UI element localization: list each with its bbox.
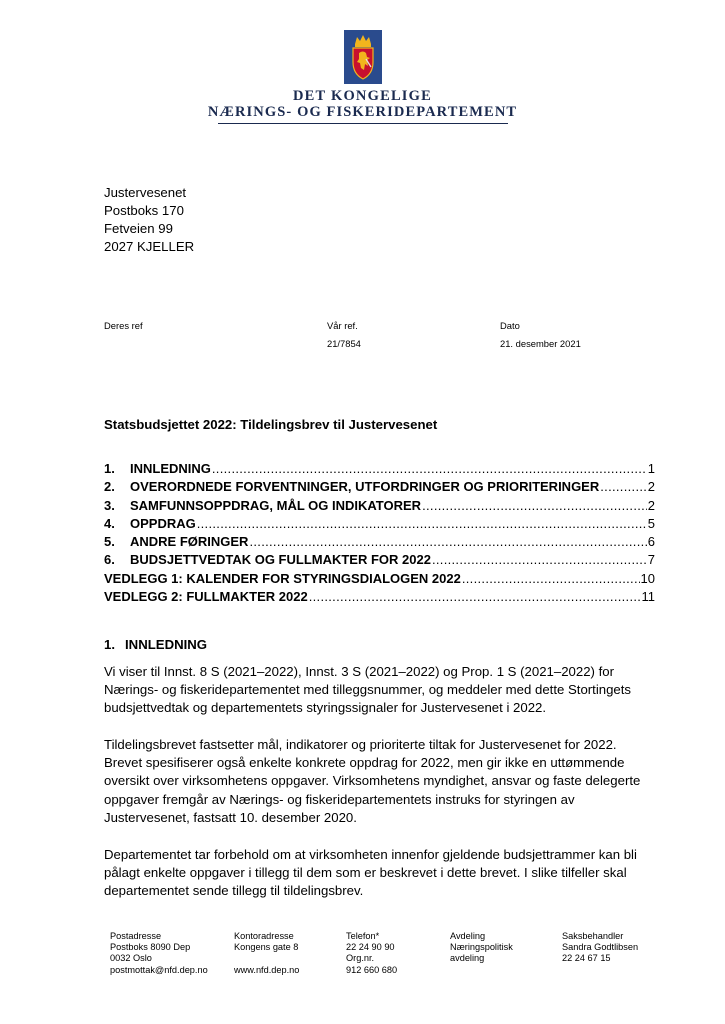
footer-value xyxy=(234,953,299,964)
footer-label: Postadresse xyxy=(110,931,162,941)
toc-leader xyxy=(462,571,640,586)
paragraph-line: Nærings- og fiskeridepartementet med tilleggsnummer, og meddeler med dette Stortingets xyxy=(104,682,632,698)
toc-number: 3. xyxy=(104,497,115,513)
toc-page: 11 xyxy=(641,589,655,605)
table-of-contents xyxy=(104,461,655,607)
toc-label: OVERORDNEDE FORVENTNINGER, UTFORDRINGER OG PRIORITERINGER xyxy=(130,479,600,495)
paragraph-line: Departementet tar forbehold om at virksomheten innenfor gjeldende budsjettrammer kan bli xyxy=(104,847,637,862)
paragraph-line: Brevet spesifiserer også enkelte konkrete oppdrag for 2022, men gir ikke en uttømmende xyxy=(104,755,625,771)
footer-value: 22 24 67 15 xyxy=(562,953,611,964)
toc-label: SAMFUNNSOPPDRAG, MÅL OG INDIKATORER xyxy=(130,497,422,513)
toc-page: 2 xyxy=(647,497,655,513)
recipient-address xyxy=(104,184,194,256)
toc-entry[interactable] xyxy=(104,552,655,570)
toc-leader xyxy=(309,589,641,604)
toc-number: 2. xyxy=(104,479,115,495)
section-number: 1. xyxy=(104,637,115,652)
toc-label: VEDLEGG 2: FULLMAKTER 2022 xyxy=(104,589,308,605)
footer-value: Postboks 8090 Dep xyxy=(110,942,191,953)
document-title: Statsbudsjettet 2022: Tildelingsbrev til Justervesenet xyxy=(104,417,438,432)
date-label: Dato xyxy=(500,320,520,331)
footer-saksbehandler xyxy=(562,931,638,965)
recipient-line: 2027 KJELLER xyxy=(104,239,195,254)
footer-value: Kongens gate 8 xyxy=(234,942,299,953)
toc-label: INNLEDNING xyxy=(130,461,211,476)
toc-leader xyxy=(600,479,647,494)
toc-label: ANDRE FØRINGER xyxy=(130,534,249,550)
toc-leader xyxy=(432,552,647,567)
toc-entry[interactable] xyxy=(104,589,655,607)
toc-number: 5. xyxy=(104,534,115,550)
letterhead xyxy=(0,30,725,125)
paragraph-line: pålagt enkelte oppgaver i tillegg til dem som er beskrevet i dette brevet. I slike tilfeller skal xyxy=(104,865,627,881)
toc-leader xyxy=(212,461,647,476)
date-value: 21. desember 2021 xyxy=(500,338,581,349)
footer-value: 22 24 90 90 xyxy=(346,942,395,953)
paragraph-line: budsjettvedtak og departementets styringssignaler for Justervesenet i 2022. xyxy=(104,700,547,716)
toc-leader xyxy=(249,534,646,549)
toc-page: 7 xyxy=(647,552,655,568)
toc-leader xyxy=(422,498,647,513)
footer-kontoradresse xyxy=(234,931,299,976)
toc-page: 10 xyxy=(640,570,655,586)
footer-value: Sandra Godtlibsen xyxy=(562,942,639,953)
footer-label: Avdeling xyxy=(450,931,486,941)
toc-entry[interactable] xyxy=(104,479,655,497)
section-heading xyxy=(104,637,207,652)
footer-value: Næringspolitisk xyxy=(450,942,513,953)
footer-label: Kontoradresse xyxy=(234,931,294,941)
toc-entry[interactable] xyxy=(104,498,655,516)
toc-entry[interactable] xyxy=(104,461,655,479)
toc-page: 5 xyxy=(647,515,655,531)
toc-leader xyxy=(197,516,647,531)
toc-page: 1 xyxy=(647,461,655,476)
footer-postadresse xyxy=(110,931,208,976)
toc-label: OPPDRAG xyxy=(130,515,196,531)
paragraph-line: departementet sende tillegg til tildelingsbrev. xyxy=(104,883,364,899)
paragraph-line: Vi viser til Innst. 8 S (2021–2022), Innst. 3 S (2021–2022) og Prop. 1 S (2021–2022) for xyxy=(104,664,614,679)
paragraph-line: oppgaver fremgår av Nærings- og fiskeridepartementets instruks for styringen av xyxy=(104,791,575,807)
footer-value: 912 660 680 xyxy=(346,964,398,975)
body-paragraph xyxy=(104,846,664,901)
toc-entry[interactable] xyxy=(104,516,655,534)
footer-avdeling xyxy=(450,931,513,965)
footer-label: Telefon* xyxy=(346,931,380,941)
org-name-line2: NÆRINGS- OG FISKERIDEPARTEMENT xyxy=(207,104,518,120)
var-ref-label: Vår ref. xyxy=(327,320,358,331)
header-rule xyxy=(218,122,508,125)
toc-page: 2 xyxy=(647,479,655,495)
toc-number: 1. xyxy=(104,461,115,476)
footer-email-link[interactable]: postmottak@nfd.dep.no xyxy=(110,964,208,975)
toc-number: 6. xyxy=(104,552,115,568)
recipient-line: Justervesenet xyxy=(104,185,187,200)
toc-number: 4. xyxy=(104,515,115,531)
footer-value: 0032 Oslo xyxy=(110,953,152,964)
footer-value: avdeling xyxy=(450,953,485,964)
toc-label: BUDSJETTVEDTAK OG FULLMAKTER FOR 2022 xyxy=(130,552,431,568)
toc-entry[interactable] xyxy=(104,534,655,552)
body-paragraph xyxy=(104,663,664,718)
section-title: INNLEDNING xyxy=(125,637,208,652)
paragraph-line: oversikt over virksomhetens oppgaver. Virksomhetens myndighet, ansvar og faste delegerte xyxy=(104,773,641,789)
footer-label: Saksbehandler xyxy=(562,931,624,941)
recipient-line: Postboks 170 xyxy=(104,203,184,218)
footer-website-link[interactable]: www.nfd.dep.no xyxy=(234,964,300,975)
toc-entry[interactable] xyxy=(104,571,655,589)
footer-label: Org.nr. xyxy=(346,953,375,964)
body-paragraph xyxy=(104,736,664,827)
coat-of-arms-icon xyxy=(344,30,382,84)
toc-label: VEDLEGG 1: KALENDER FOR STYRINGSDIALOGEN 2022 xyxy=(104,570,461,586)
deres-ref-label: Deres ref xyxy=(104,320,143,331)
var-ref-value: 21/7854 xyxy=(327,338,361,349)
paragraph-line: Tildelingsbrevet fastsetter mål, indikatorer og prioriterte tiltak for Justervesenet for 2022. xyxy=(104,737,617,752)
recipient-line: Fetveien 99 xyxy=(104,221,173,236)
toc-page: 6 xyxy=(647,534,655,550)
footer-telefon xyxy=(346,931,397,976)
paragraph-line: Justervesenet, fastsatt 10. desember 2020. xyxy=(104,809,357,825)
org-name-line1: DET KONGELIGE xyxy=(292,88,433,104)
